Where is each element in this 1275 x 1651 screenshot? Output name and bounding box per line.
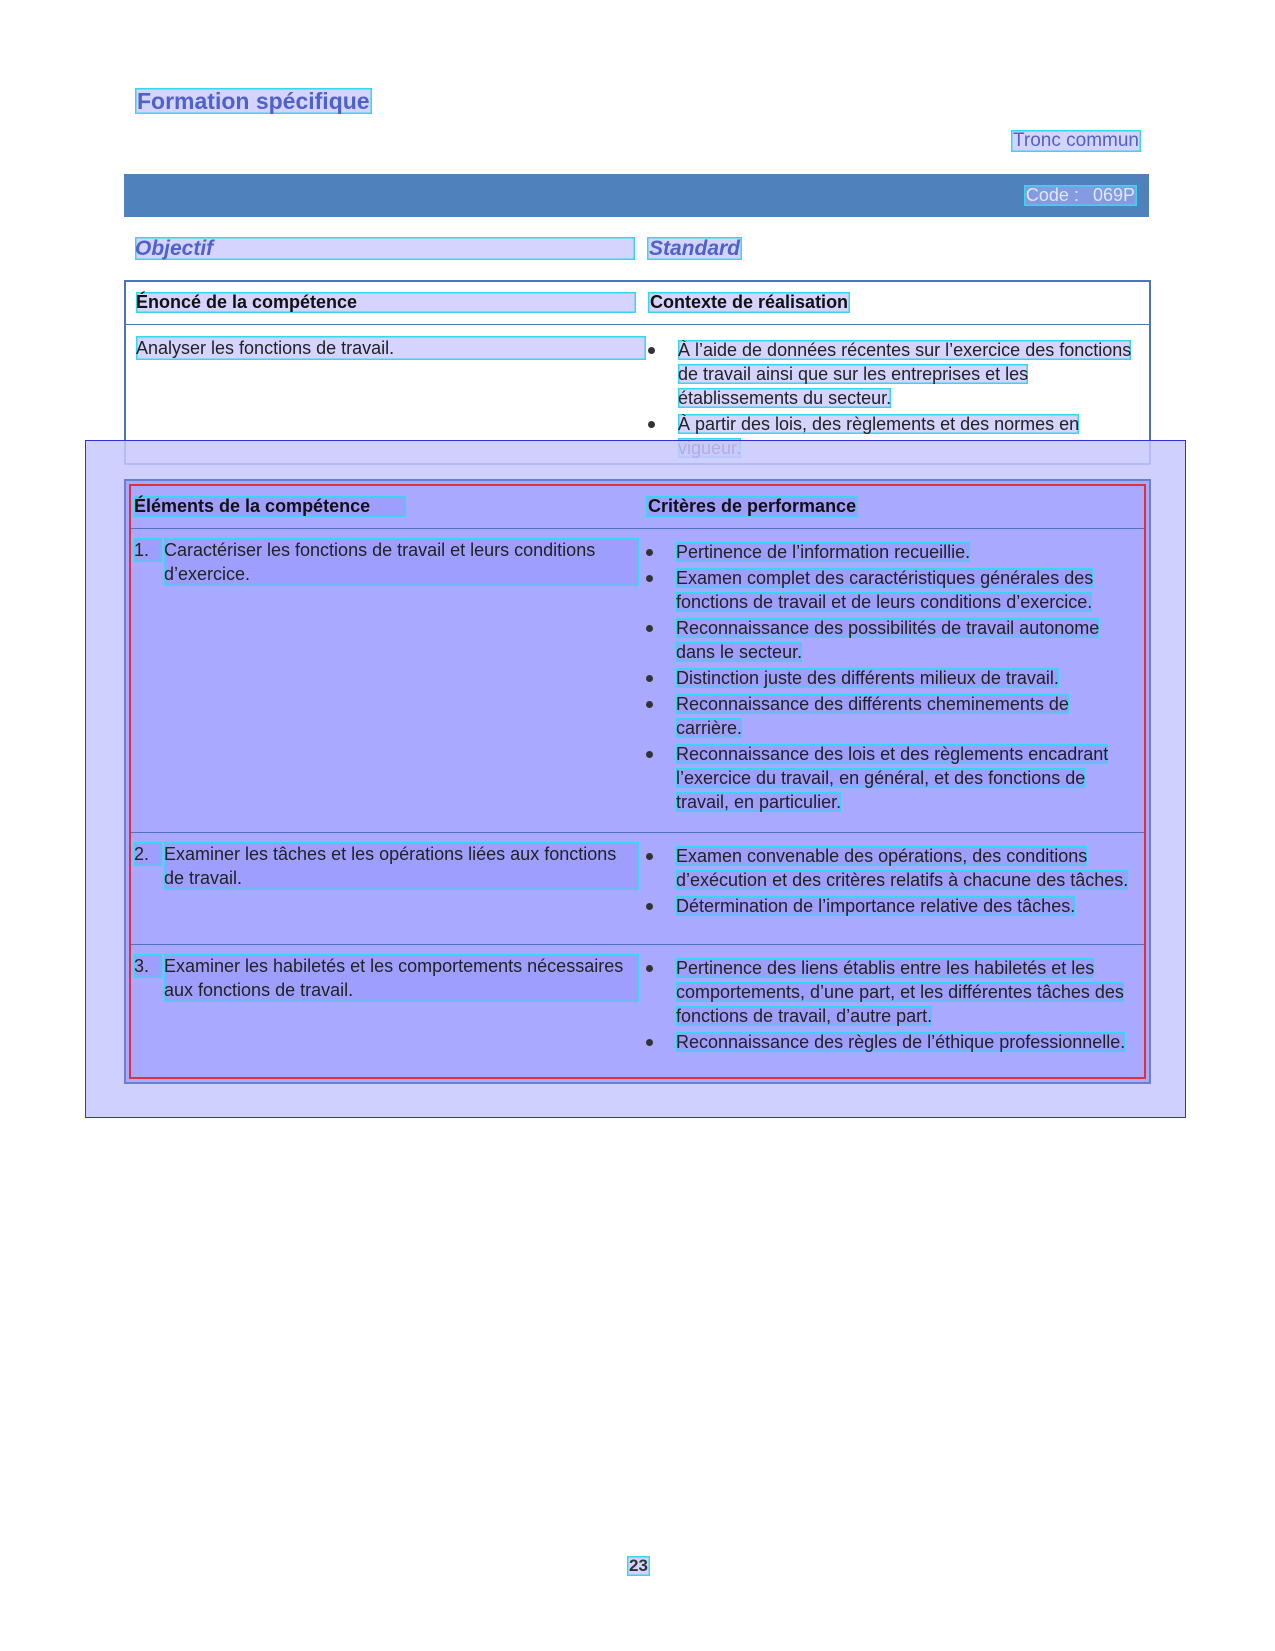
- elements-table-frame: [129, 484, 1146, 1079]
- list-item: [646, 894, 1136, 918]
- elements-header: Éléments de la compétence: [134, 496, 406, 517]
- enonce-text: Analyser les fonctions de travail.: [136, 336, 646, 360]
- criterion: Reconnaissance des lois et des règlements encadrant l’exercice du travail, en général, et des fonctions de travail, en particulier.: [676, 744, 1109, 812]
- contexte-header: Contexte de réalisation: [650, 292, 849, 312]
- bullet-icon: [646, 903, 653, 910]
- criteria-list: [646, 844, 1136, 920]
- elements-table-header: [131, 486, 1144, 529]
- bullet-icon: [646, 1039, 653, 1046]
- list-item: [646, 844, 1136, 892]
- contexte-item: À partir des lois, des règlements et des normes en: [678, 414, 1079, 458]
- list-item: [646, 742, 1136, 814]
- code-banner: [124, 174, 1149, 217]
- bullet-icon: [648, 421, 655, 428]
- objectif-heading: Objectif: [135, 237, 635, 260]
- standard-heading: Standard: [649, 237, 741, 260]
- criteria-list: [646, 956, 1136, 1056]
- bullet-icon: [646, 625, 653, 632]
- bullet-icon: [646, 675, 653, 682]
- criterion: Reconnaissance des différents cheminements de carrière.: [676, 694, 1069, 738]
- bullet-icon: [646, 751, 653, 758]
- list-item: [646, 666, 1136, 690]
- element-text: Examiner les habiletés et les comportements nécessaires aux fonctions de travail.: [164, 954, 639, 1002]
- list-item: [646, 956, 1136, 1028]
- bullet-icon: [646, 549, 653, 556]
- criterion: Examen convenable des opérations, des conditions d’exécution et des critères relatifs à chacune des tâches.: [676, 846, 1129, 890]
- row-divider: [131, 944, 1144, 945]
- element-number: 2.: [134, 842, 162, 866]
- code-field: [1024, 185, 1137, 206]
- element-text: Examiner les tâches et les opérations liées aux fonctions de travail.: [164, 842, 639, 890]
- code-value: 069P: [1092, 185, 1135, 205]
- criterion: Reconnaissance des possibilités de travail autonome dans le secteur.: [676, 618, 1100, 662]
- list-item: [646, 616, 1136, 664]
- page-title: Formation spécifique: [137, 88, 370, 114]
- bullet-icon: [646, 701, 653, 708]
- element-text: Caractériser les fonctions de travail et leurs conditions d’exercice.: [164, 538, 639, 586]
- competence-table: [124, 280, 1151, 465]
- criterion: Distinction juste des différents milieux de travail.: [676, 668, 1059, 688]
- criterion: Reconnaissance des règles de l’éthique professionnelle.: [676, 1032, 1126, 1052]
- criterion: Pertinence de l’information recueillie.: [676, 542, 971, 562]
- criteres-header: Critères de performance: [648, 496, 857, 516]
- bullet-icon: [646, 853, 653, 860]
- list-item: [646, 566, 1136, 614]
- element-number: 3.: [134, 954, 162, 978]
- list-item: [646, 692, 1136, 740]
- list-item: [648, 338, 1140, 410]
- criterion: Détermination de l’importance relative des tâches.: [676, 896, 1076, 916]
- list-item: [646, 540, 1136, 564]
- bullet-icon: [648, 347, 655, 354]
- competence-table-header: [126, 282, 1149, 325]
- bullet-icon: [646, 575, 653, 582]
- criterion: Pertinence des liens établis entre les habiletés et les comportements, d’une part, et les différentes tâches des fonctions de travail, d’autre part.: [676, 958, 1124, 1026]
- page-number: 23: [629, 1556, 648, 1575]
- program-label: Tronc commun: [1013, 130, 1139, 151]
- criterion: Examen complet des caractéristiques générales des fonctions de travail et de leurs conditions d’exercice.: [676, 568, 1094, 612]
- criteria-list: [646, 540, 1136, 816]
- code-label: Code :: [1025, 185, 1079, 205]
- element-number: 1.: [134, 538, 162, 562]
- bullet-icon: [646, 965, 653, 972]
- list-item: [646, 1030, 1136, 1054]
- enonce-header: Énoncé de la compétence: [136, 292, 636, 313]
- row-divider: [131, 832, 1144, 833]
- elements-table: [124, 479, 1151, 1084]
- contexte-item: À l’aide de données récentes sur l’exercice des fonctions de travail ainsi que sur les entreprises et les établissements du secteur.: [678, 340, 1132, 408]
